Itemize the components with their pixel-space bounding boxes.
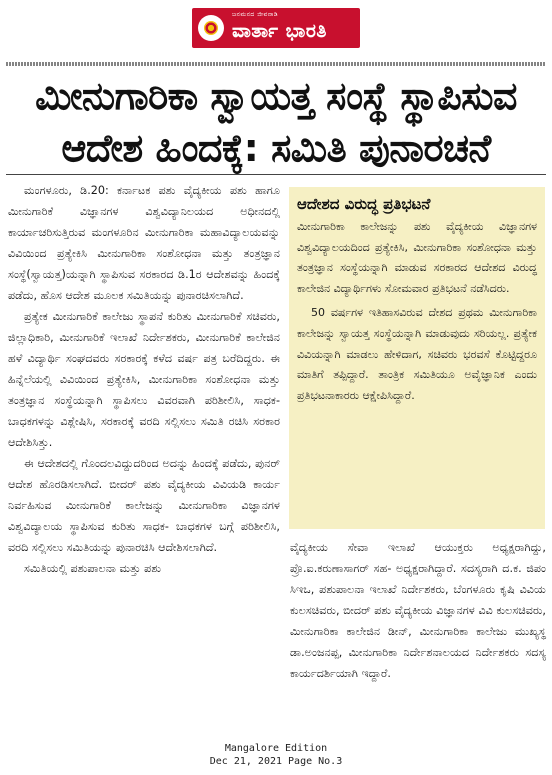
headline-line-2: ಆದೇಶ ಹಿಂದಕ್ಕೆ: ಸಮಿತಿ ಪುನಾರಚನೆ — [61, 126, 491, 170]
edition-name: Mangalore Edition — [224, 743, 328, 754]
masthead-logo — [192, 8, 360, 48]
sidebar-paragraph: ಮೀನುಗಾರಿಕಾ ಕಾಲೇಜನ್ನು ಪಶು ವೈದ್ಯಕೀಯ ವಿಜ್ಞಾನಗಳ ವಿಶ್ವವಿದ್ಯಾಲಯದಿಂದ ಪ್ರತ್ಯೇಕಿಸಿ, ಮೀನುಗಾರಿಕಾ ಸಂಶೋಧನಾ ಮತ್ತು ತಂತ್ರಜ್ಞಾನ ಸಂಸ್ಥೆಯನ್ನಾಗಿ ಮಾಡುವ ಸರಕಾರದ ಆದೇಶದ ವಿರುದ್ಧ ಕಾಲೇಜಿನ ವಿದ್ಯಾರ್ಥಿಗಳು ಸೋಮವಾರ ಪ್ರತಿಭಟನೆ ನಡೆಸಿದರು. — [297, 220, 537, 295]
article-paragraph: ಈ ಆದೇಶದಲ್ಲಿ ಗೊಂದಲವಿದ್ದುದರಿಂದ ಅದನ್ನು ಹಿಂದಕ್ಕೆ ಪಡೆದು, ಪುನರ್ ಆದೇಶ ಹೊರಡಿಸಲಾಗಿದೆ. ಬೀದರ್ ಪಶು ವೈದ್ಯಕೀಯ ವಿವಿಯಡಿ ಕಾರ್ಯ ನಿರ್ವಹಿಸುವ ಮೀನುಗಾರಿಕೆ ಕಾಲೇಜನ್ನು ಮೀನುಗಾರಿಕಾ ವಿಜ್ಞಾನಗಳ ವಿಶ್ವವಿದ್ಯಾಲಯ ಸ್ಥಾಪಿಸುವ ಕುರಿತು ಸಾಧಕ- ಬಾಧಕಗಳ ಬಗ್ಗೆ ಪರಿಶೀಲಿಸಿ, ವರದಿ ಸಲ್ಲಿಸಲು ಸಮಿತಿಯನ್ನು ಪುನಾರಚಿಸಿ ಆದೇಶಿಸಲಾಗಿದೆ. — [8, 457, 280, 554]
flower-emblem-icon — [198, 15, 224, 41]
headline-divider — [6, 174, 546, 175]
masthead-title: ವಾರ್ತಾ ಭಾರತಿ — [232, 20, 327, 42]
edition-footer — [0, 742, 552, 768]
top-divider — [6, 62, 546, 66]
article-left-column — [8, 180, 280, 579]
article-paragraph: ಸಮಿತಿಯಲ್ಲಿ ಪಶುಪಾಲನಾ ಮತ್ತು ಪಶು — [24, 562, 162, 575]
article-right-column — [290, 537, 546, 684]
sidebar-paragraph: 50 ವರ್ಷಗಳ ಇತಿಹಾಸವಿರುವ ದೇಶದ ಪ್ರಥಮ ಮೀನುಗಾರಿಕಾ ಕಾಲೇಜನ್ನು ಸ್ವಾಯತ್ತ ಸಂಸ್ಥೆಯನ್ನಾಗಿ ಮಾಡುವುದು ಸರಿಯಲ್ಲ. ಪ್ರತ್ಯೇಕ ವಿವಿಯನ್ನಾಗಿ ಮಾಡಲು ಹೇಳಿದಾಗ, ಸಚಿವರು ಭರವಸೆ ಕೊಟ್ಟಿದ್ದರೂ ಮಾತಿಗೆ ತಪ್ಪಿದ್ದಾರೆ. ತಾಂತ್ರಿಕ ಸಮಿತಿಯೂ ಅವೈಜ್ಞಾನಿಕ ಎಂದು ಪ್ರತಿಭಟನಾಕಾರರು ಆಕ್ಷೇಪಿಸಿದ್ದಾರೆ. — [297, 306, 537, 402]
headline — [6, 70, 546, 174]
headline-line-1: ಮೀನುಗಾರಿಕಾ ಸ್ವಾಯತ್ತ ಸಂಸ್ಥೆ ಸ್ಥಾಪಿಸುವ — [35, 74, 517, 118]
masthead-tagline: ಜನಮನದ ಜೀವನಾಡಿ — [232, 11, 279, 18]
edition-date-page: Dec 21, 2021 Page No.3 — [209, 756, 343, 767]
article-paragraph: ವೈದ್ಯಕೀಯ ಸೇವಾ ಇಲಾಖೆ ಆಯುಕ್ತರು ಅಧ್ಯಕ್ಷರಾಗಿದ್ದು, ಪ್ರೊ.ಐ.ಕರುಣಾಸಾಗರ್ ಸಹ- ಅಧ್ಯಕ್ಷರಾಗಿದ್ದಾರೆ. ಸದಸ್ಯರಾಗಿ ದ.ಕ. ಜಿಪಂ ಸಿಇಒ, ಪಶುಪಾಲನಾ ಇಲಾಖೆ ನಿರ್ದೇಶಕರು, ಬೆಂಗಳೂರು ಕೃಷಿ ವಿವಿಯ ಕುಲಸಚಿವರು, ಬೀದರ್ ಪಶು ವೈದ್ಯಕೀಯ ವಿಜ್ಞಾನಗಳ ವಿವಿ ಕುಲಸಚಿವರು, ಮೀನುಗಾರಿಕಾ ಕಾಲೇಜಿನ ಡೀನ್, ಮೀನುಗಾರಿಕಾ ಕಾಲೇಜು ಮುಖ್ಯಸ್ಥ ಡಾ.ಅಂಜನಪ್ಪ, ಮೀನುಗಾರಿಕಾ ನಿರ್ದೇಶನಾಲಯದ ನಿರ್ದೇಶಕರು ಸದಸ್ಯ ಕಾರ್ಯದರ್ಶಿಯಾಗಿ ಇದ್ದಾರೆ. — [290, 541, 546, 680]
article-paragraph: ಪ್ರತ್ಯೇಕ ಮೀನುಗಾರಿಕೆ ಕಾಲೇಜು ಸ್ಥಾಪನೆ ಕುರಿತು ಮೀನುಗಾರಿಕೆ ಸಚಿವರು, ಜಿಲ್ಲಾಧಿಕಾರಿ, ಮೀನುಗಾರಿಕೆ ಇಲಾಖೆ ನಿರ್ದೇಶಕರು, ಮೀನುಗಾರಿಕೆ ಕಾಲೇಜಿನ ಹಳೆ ವಿದ್ಯಾರ್ಥಿ ಸಂಘದವರು ಸರಕಾರಕ್ಕೆ ಕಳೆದ ವರ್ಷ ಪತ್ರ ಬರೆದಿದ್ದರು. ಈ ಹಿನ್ನೆಲೆಯಲ್ಲಿ ವಿವಿಯಿಂದ ಪ್ರತ್ಯೇಕಿಸಿ, ಮೀನುಗಾರಿಕಾ ಸಂಶೋಧನಾ ಮತ್ತು ತಂತ್ರಜ್ಞಾನ ಸಂಸ್ಥೆಯನ್ನಾಗಿ ಸ್ಥಾಪಿಸಲು ವಿವರವಾಗಿ ಪರಿಶೀಲಿಸಿ, ಸಾಧಕ-ಬಾಧಕಗಳನ್ನು ವಿಶ್ಲೇಷಿಸಿ, ಸರಕಾರಕ್ಕೆ ವರದಿ ಸಲ್ಲಿಸಲು ಸಮಿತಿ ರಚಿಸಿ ಸರಕಾರ ಆದೇಶಿಸಿತ್ತು. — [8, 310, 280, 449]
article-paragraph: ಮಂಗಳೂರು, ಡಿ.20: ಕರ್ನಾಟಕ ಪಶು ವೈದ್ಯಕೀಯ ಪಶು ಹಾಗೂ ಮೀನುಗಾರಿಕೆ ವಿಜ್ಞಾನಗಳ ವಿಶ್ವವಿದ್ಯಾನಿಲಯದ ಅಧೀನದಲ್ಲಿ ಕಾರ್ಯಾಚರಿಸುತ್ತಿರುವ ಮಂಗಳೂರಿನ ಮೀನುಗಾರಿಕಾ ಮಹಾವಿದ್ಯಾಲಯವನ್ನು ವಿವಿಯಿಂದ ಪ್ರತ್ಯೇಕಿಸಿ ಮೀನುಗಾರಿಕಾ ಸಂಶೋಧನಾ ಮತ್ತು ತಂತ್ರಜ್ಞಾನ ಸಂಸ್ಥೆ(ಸ್ವಾಯತ್ತ)ಯನ್ನಾಗಿ ಸ್ಥಾಪಿಸುವ ಸರಕಾರದ ಡಿ.1ರ ಆದೇಶವನ್ನು ಹಿಂದಕ್ಕೆ ಪಡೆದು, ಹೊಸ ಆದೇಶ ಮೂಲಕ ಸಮಿತಿಯನ್ನು ಪುನಾರಚಿಸಲಾಗಿದೆ. — [8, 184, 280, 302]
sidebar-title: ಆದೇಶದ ವಿರುದ್ಧ ಪ್ರತಿಭಟನೆ — [297, 195, 431, 213]
protest-sidebar-box — [289, 187, 545, 529]
